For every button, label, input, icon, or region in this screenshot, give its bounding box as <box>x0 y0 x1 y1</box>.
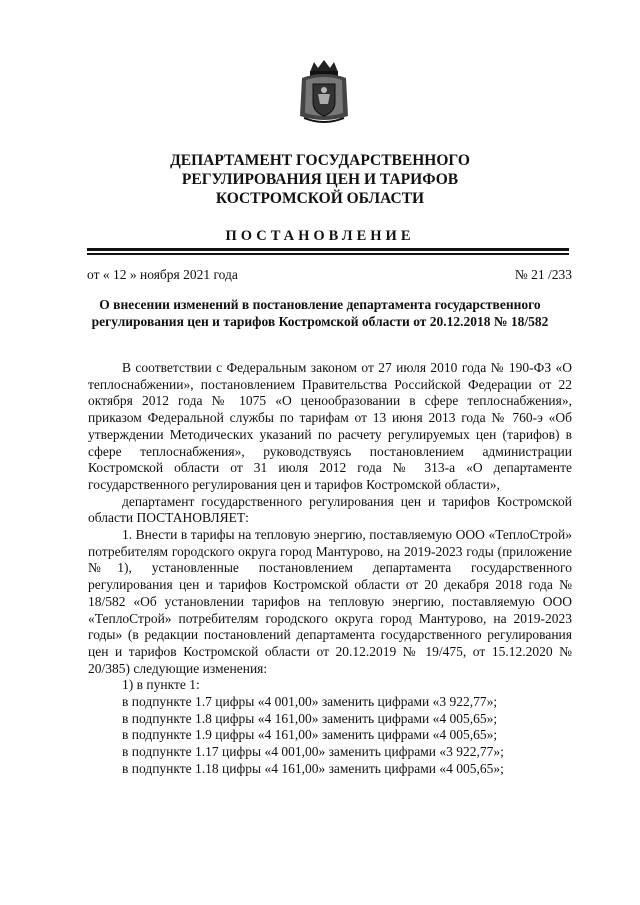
department-line-1: ДЕПАРТАМЕНТ ГОСУДАРСТВЕННОГО <box>170 152 470 169</box>
list-item: в подпункте 1.7 цифры «4 001,00» заменить цифрами «3 922,77»; <box>122 694 498 710</box>
list-item: в подпункте 1.9 цифры «4 161,00» заменить цифрами «4 005,65»; <box>122 727 498 743</box>
subject-line-1: О внесении изменений в постановление департамента государственного <box>99 297 541 312</box>
list-item: 1) в пункте 1: <box>122 677 200 693</box>
list-item: в подпункте 1.18 цифры «4 161,00» заменить цифрами «4 005,65»; <box>122 760 504 776</box>
document-subject <box>60 296 580 330</box>
document-number: № 21 /233 <box>514 267 572 282</box>
document-date: от « 12 » ноября 2021 года <box>87 267 238 282</box>
header-rule-thick <box>87 248 569 251</box>
department-name <box>0 151 640 208</box>
list-item: в подпункте 1.8 цифры «4 161,00» заменить цифрами «4 005,65»; <box>122 710 498 726</box>
list-item: в подпункте 1.17 цифры «4 001,00» заменить цифрами «3 922,77»; <box>122 744 504 760</box>
coat-of-arms-icon <box>296 58 352 126</box>
resolution-paragraph: департамент государственного регулирования цен и тарифов Костромской области ПОСТАНОВЛЯЕТ: <box>88 493 572 526</box>
department-line-2: РЕГУЛИРОВАНИЯ ЦЕН И ТАРИФОВ <box>181 171 459 188</box>
document-type-title: ПОСТАНОВЛЕНИЕ <box>225 228 415 244</box>
document-body <box>88 360 572 778</box>
preamble-paragraph: В соответствии с Федеральным законом от 27 июля 2010 года № 190-ФЗ «О теплоснабжении», постановлением Правительства Российской Федерации от 22 октября 2012 года № 1075 «О ценообразовании в сфере теплоснабжения», приказом Федеральной службы по тарифам от 13 июня 2013 года № 760-э «Об утверждении Методических указаний по расчету регулируемых цен (тарифов) в сфере теплоснабжения», руководствуясь постановлением администрации Костромской области от 31 июля 2012 года № 313-а «О департаменте государственного регулирования цен и тарифов Костромской области», <box>88 360 572 492</box>
department-line-3: КОСТРОМСКОЙ ОБЛАСТИ <box>215 190 425 207</box>
item-1-paragraph: 1. Внести в тарифы на тепловую энергию, поставляемую ООО «ТеплоСтрой» потребителям городского округа город Мантурово, на 2019-2023 годы (приложение №1), установленные постановлением департамента государственного регулирования цен и тарифов Костромской области от 20 декабря 2018 года № 18/582 «Об установлении тарифов на тепловую энергию, поставляемую ООО «ТеплоСтрой» потребителям городского округа город Мантурово, на 2019-2023 годы» (в редакции постановлений департамента государственного регулирования цен и тарифов Костромской области от 20.12.2019 № 19/475, от 15.12.2020 № 20/385) следующие изменения: <box>88 527 572 676</box>
subject-line-2: регулирования цен и тарифов Костромской области от 20.12.2018 № 18/582 <box>91 314 549 329</box>
header-rule-thin <box>87 253 569 255</box>
